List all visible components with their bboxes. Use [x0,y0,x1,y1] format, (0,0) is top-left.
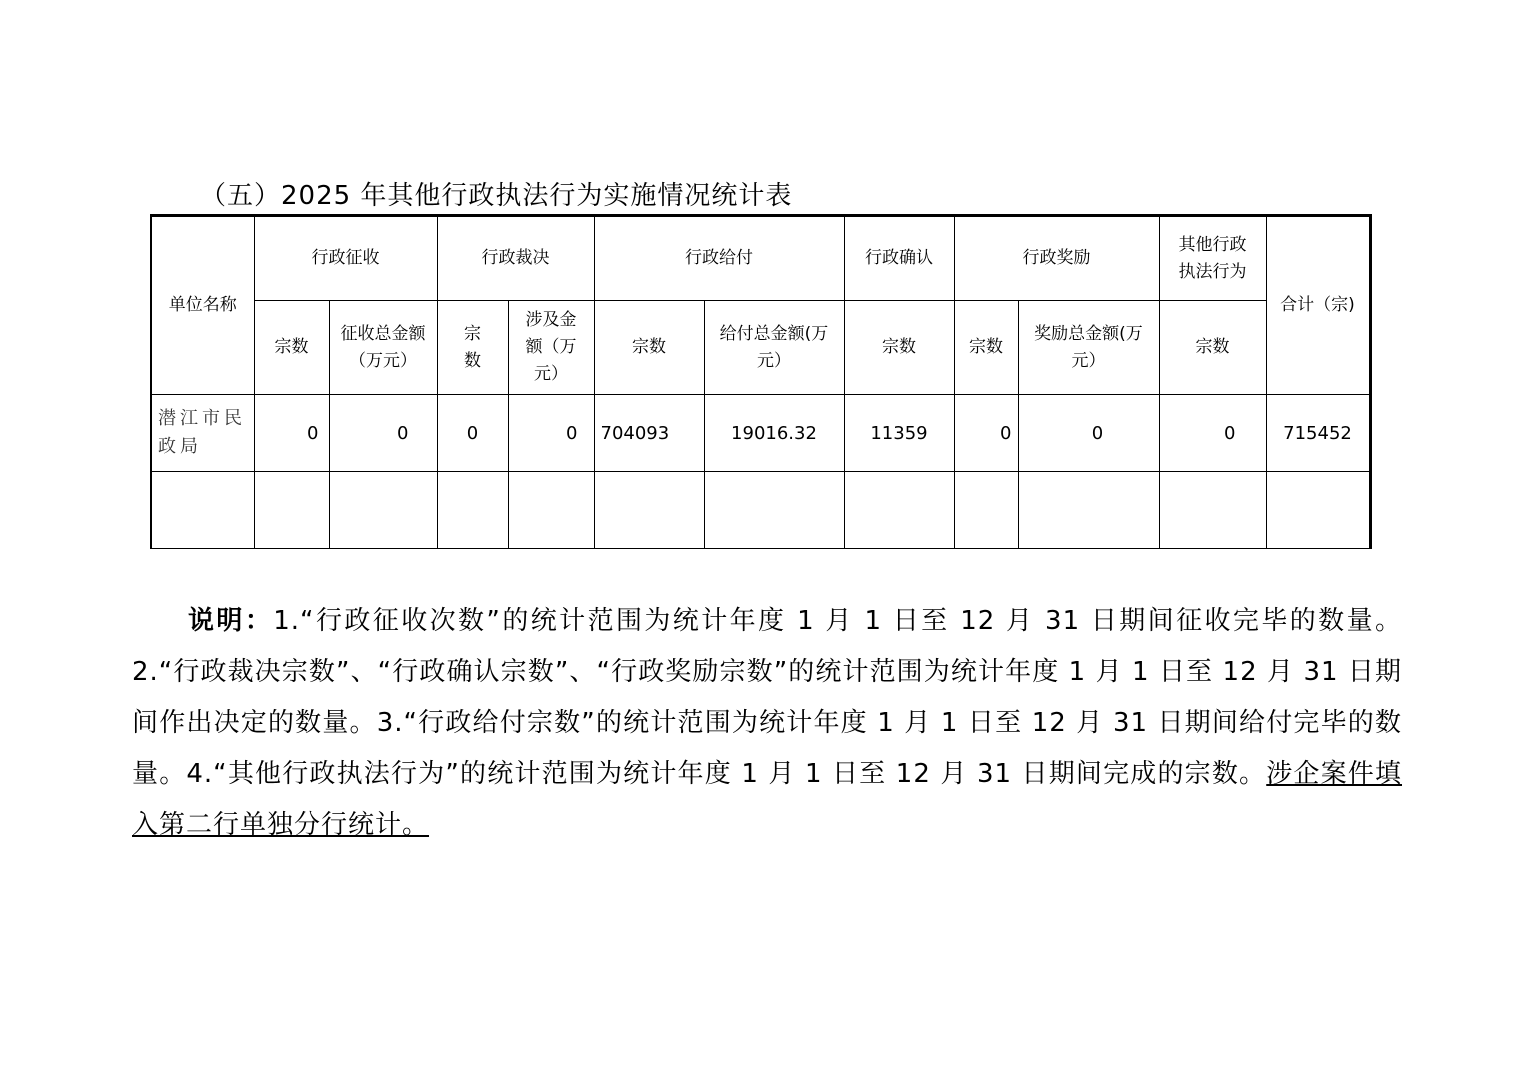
subheader-collection-amount: 征收总金额（万元） [329,301,437,395]
empty-cell [1266,472,1370,549]
subheader-collection-count: 宗数 [254,301,329,395]
page-title: （五）2025 年其他行政执法行为实施情况统计表 [200,181,793,211]
header-reward: 行政奖励 [954,216,1159,301]
note-body: 1.“行政征收次数”的统计范围为统计年度 1 月 1 日至 12 月 31 日期间征收完毕的数量。2.“行政裁决宗数”、“行政确认宗数”、“行政奖励宗数”的统计范围为统计年度 1 月 1 日至 12 月 31 日期间作出决定的数量。3.“行政给付宗数”的统计范围为统计年度 1 月 1 日至 12 月 31 日期间给付完毕的数量。4.“其他行政执法行为”的统计范围为统计年度 1 月 1 日至 12 月 31 日期间完成的宗数。 [132,606,1402,789]
header-payment: 行政给付 [594,216,844,301]
subheader-reward-count: 宗数 [954,301,1018,395]
cell-reward-count: 0 [954,395,1018,472]
header-other: 其他行政执法行为 [1159,216,1266,301]
header-confirmation: 行政确认 [844,216,954,301]
statistics-table [150,214,1372,549]
empty-cell [844,472,954,549]
cell-other-count: 0 [1159,395,1266,472]
empty-cell [329,472,437,549]
cell-ruling-count: 0 [437,395,508,472]
explanation-note [132,596,1402,851]
table-row [151,395,1370,472]
empty-cell [254,472,329,549]
cell-confirmation-count: 11359 [844,395,954,472]
cell-ruling-amount: 0 [508,395,594,472]
note-underlined: 涉企案件填入第二行单独分行统计。 [132,759,1402,840]
empty-cell [1018,472,1159,549]
header-unit-name: 单位名称 [151,216,254,395]
cell-payment-count: 704093 [594,395,704,472]
cell-collection-amount: 0 [329,395,437,472]
subheader-ruling-amount: 涉及金额（万元） [508,301,594,395]
cell-reward-amount: 0 [1018,395,1159,472]
subheader-confirmation-count: 宗数 [844,301,954,395]
note-lead: 说明： [188,606,274,636]
subheader-payment-amount: 给付总金额(万元） [704,301,844,395]
subheader-payment-count: 宗数 [594,301,704,395]
header-collection: 行政征收 [254,216,437,301]
subheader-row [151,301,1370,395]
cell-payment-amount: 19016.32 [704,395,844,472]
empty-cell [508,472,594,549]
header-total: 合计（宗) [1266,216,1370,395]
subheader-ruling-count: 宗数 [437,301,508,395]
empty-cell [1159,472,1266,549]
cell-total: 715452 [1266,395,1370,472]
empty-cell [954,472,1018,549]
empty-cell [437,472,508,549]
empty-cell [704,472,844,549]
table-row-empty [151,472,1370,549]
empty-cell [151,472,254,549]
subheader-reward-amount: 奖励总金额(万元） [1018,301,1159,395]
header-ruling: 行政裁决 [437,216,594,301]
cell-unit: 潜江市民政局 [151,395,254,472]
empty-cell [594,472,704,549]
subheader-other-count: 宗数 [1159,301,1266,395]
header-row [151,216,1370,301]
cell-collection-count: 0 [254,395,329,472]
